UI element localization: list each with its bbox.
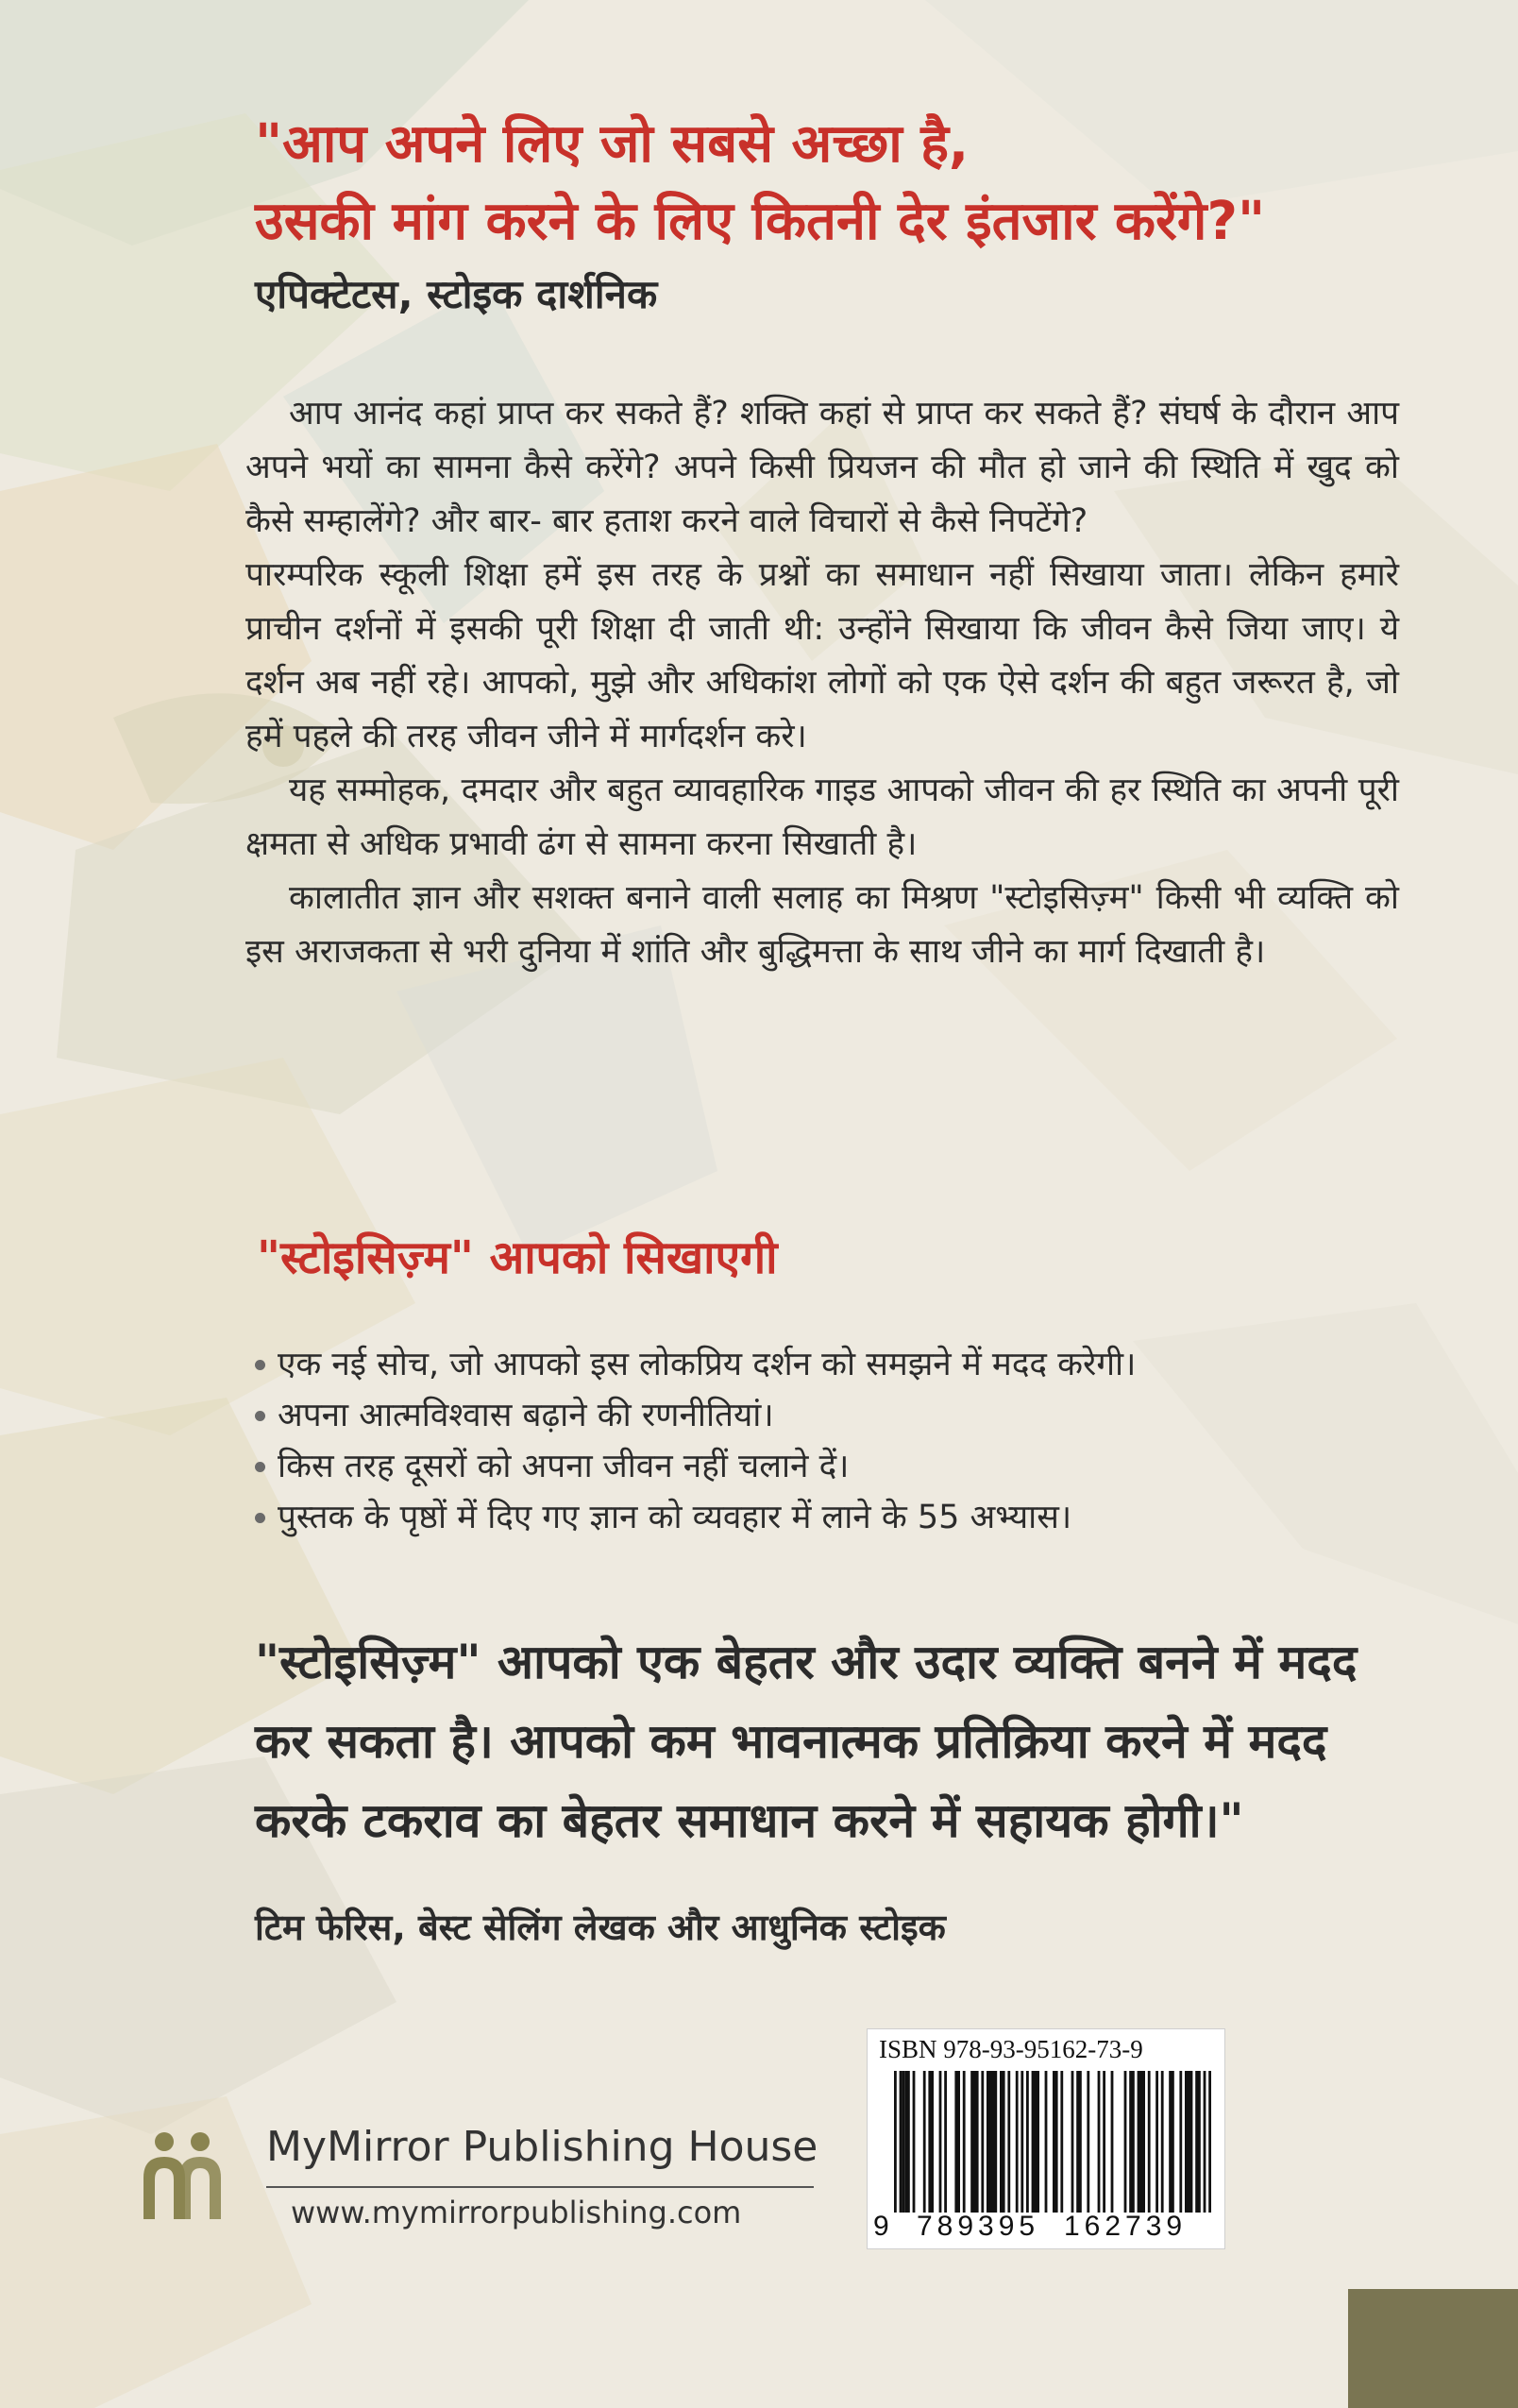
list-item	[253, 1339, 1386, 1390]
barcode-bars	[894, 2071, 1211, 2213]
blurb-paragraph-2: पारम्परिक स्कूली शिक्षा हमें इस तरह के प्रश्नों का समाधान नहीं सिखाया जाता। लेकिन हमारे प्राचीन दर्शनों में इसकी पूरी शिक्षा दी जाती थी: उन्होंने सिखाया कि जीवन कैसे जिया जाए। ये दर्शन अब नहीं रहे। आपको, मुझे और अधिकांश लोगों को एक ऐसे दर्शन की बहुत जरूरत है, जो हमें पहले की तरह जीवन जीने में मार्गदर्शन करे।	[245, 556, 1399, 755]
corner-color-block	[1348, 2289, 1518, 2408]
blurb-paragraph-4: कालातीत ज्ञान और सशक्त बनाने वाली सलाह का मिश्रण "स्टोइसिज़्म" किसी भी व्यक्ति को इस अराजकता से भरी दुनिया में शांति और बुद्धिमत्ता के साथ जीने का मार्ग दिखाती है।	[245, 879, 1399, 971]
barcode-bar	[1111, 2071, 1114, 2213]
blurb-paragraph-3: यह सम्मोहक, दमदार और बहुत व्यावहारिक गाइड आपको जीवन की हर स्थिति का अपनी पूरी क्षमता से अधिक प्रभावी ढंग से सामना करना सिखाती है।	[245, 772, 1399, 863]
isbn-label: ISBN 978-93-95162-73-9	[879, 2035, 1143, 2063]
barcode-bar	[1169, 2071, 1174, 2213]
blurb-paragraph-1: आप आनंद कहां प्राप्त कर सकते हैं? शक्ति कहां से प्राप्त कर सकते हैं? संघर्ष के दौरान आप अपने भयों का सामना कैसे करेंगे? अपने किसी प्रियजन की मौत हो जाने की स्थिति में खुद को कैसे सम्हालेंगे? और बार- बार हताश करने वाले विचारों से कैसे निपटेंगे?	[245, 395, 1399, 540]
barcode-bar	[954, 2071, 960, 2213]
barcode-bar	[1195, 2071, 1201, 2213]
endorsement-quote-line-2: कर सकता है। आपको कम भावनात्मक प्रतिक्रिया करने में मदद	[255, 1714, 1327, 1769]
list-item	[253, 1390, 1386, 1441]
barcode-bar	[1000, 2071, 1005, 2213]
endorsement-author: टिम फेरिस, बेस्ट सेलिंग लेखक और आधुनिक स्टोइक	[255, 1907, 946, 1948]
barcode-bar	[944, 2071, 947, 2213]
list-item-text: किस तरह दूसरों को अपना जीवन नहीं चलाने दें।	[278, 1448, 850, 1485]
barcode-bar	[970, 2071, 978, 2213]
publisher-logo-icon	[136, 2128, 227, 2223]
publisher-divider	[266, 2186, 814, 2188]
barcode-bar	[1161, 2071, 1164, 2213]
list-item-text: एक नई सोच, जो आपको इस लोकप्रिय दर्शन को समझने में मदद करेगी।	[278, 1346, 1137, 1383]
barcode-bar	[1071, 2071, 1074, 2213]
barcode-bar	[1204, 2071, 1206, 2213]
bullet-icon	[255, 1462, 265, 1472]
publisher-name: MyMirror Publishing House	[266, 2123, 818, 2171]
barcode-bar	[1138, 2071, 1145, 2213]
barcode-bar	[1087, 2071, 1089, 2213]
barcode-bar	[1032, 2071, 1039, 2213]
barcode-bar	[987, 2071, 997, 2213]
barcode-bar	[913, 2071, 916, 2213]
barcode-bar	[1026, 2071, 1029, 2213]
barcode-bar	[1208, 2071, 1211, 2213]
barcode-bar	[1007, 2071, 1010, 2213]
barcode-lead-digit: 9	[873, 2211, 889, 2242]
publisher-website: www.mymirrorpublishing.com	[291, 2195, 742, 2230]
list-item	[253, 1492, 1386, 1543]
barcode-bar	[923, 2071, 926, 2213]
isbn-barcode	[867, 2028, 1225, 2249]
barcode-bar	[1155, 2071, 1158, 2213]
barcode-bar	[1124, 2071, 1127, 2213]
barcode-bar	[1045, 2071, 1048, 2213]
learn-heading: "स्टोइसिज़्म" आपको सिखाएगी	[257, 1231, 778, 1284]
barcode-left-digits: 789395	[917, 2211, 1040, 2242]
learn-list	[253, 1339, 1386, 1543]
bullet-icon	[255, 1411, 265, 1421]
barcode-bar	[904, 2071, 910, 2213]
opening-quote-author: एपिक्टेटस, स्टोइक दार्शनिक	[255, 271, 658, 317]
list-item	[253, 1441, 1386, 1492]
barcode-bar	[1060, 2071, 1063, 2213]
barcode-bar	[900, 2071, 902, 2213]
barcode-bar	[1185, 2071, 1192, 2213]
barcode-bar	[1016, 2071, 1019, 2213]
endorsement-quote-line-1: "स्टोइसिज़्म" आपको एक बेहतर और उदार व्यक्ति बनने में मदद	[255, 1635, 1358, 1689]
barcode-bar	[1076, 2071, 1082, 2213]
bullet-icon	[255, 1360, 265, 1370]
barcode-bar	[981, 2071, 984, 2213]
barcode-bar	[963, 2071, 966, 2213]
barcode-bar	[902, 2071, 904, 2213]
barcode-bar	[894, 2071, 897, 2213]
opening-quote	[255, 106, 1425, 261]
barcode-bar	[1148, 2071, 1151, 2213]
opening-quote-line-1: "आप अपने लिए जो सबसे अच्छा है,	[255, 113, 970, 175]
barcode-bar	[1179, 2071, 1182, 2213]
barcode-right-digits: 162739	[1064, 2211, 1188, 2242]
blurb	[245, 387, 1399, 979]
barcode-bar	[939, 2071, 942, 2213]
bullet-icon	[255, 1513, 265, 1523]
list-item-text: अपना आत्मविश्वास बढ़ाने की रणनीतियां।	[278, 1397, 774, 1434]
barcode-bar	[928, 2071, 934, 2213]
barcode-bar	[1020, 2071, 1023, 2213]
barcode-bar	[1103, 2071, 1105, 2213]
barcode-bar	[1129, 2071, 1135, 2213]
barcode-bar	[1098, 2071, 1101, 2213]
barcode-bar	[1053, 2071, 1058, 2213]
opening-quote-line-2: उसकी मांग करने के लिए कितनी देर इंतजार करेंगे?"	[255, 191, 1266, 252]
endorsement-quote-line-3: करके टकराव का बेहतर समाधान करने में सहायक होगी।"	[255, 1793, 1244, 1848]
endorsement-quote	[255, 1622, 1425, 1860]
list-item-text: पुस्तक के पृष्ठों में दिए गए ज्ञान को व्यवहार में लाने के 55 अभ्यास।	[278, 1499, 1072, 1536]
